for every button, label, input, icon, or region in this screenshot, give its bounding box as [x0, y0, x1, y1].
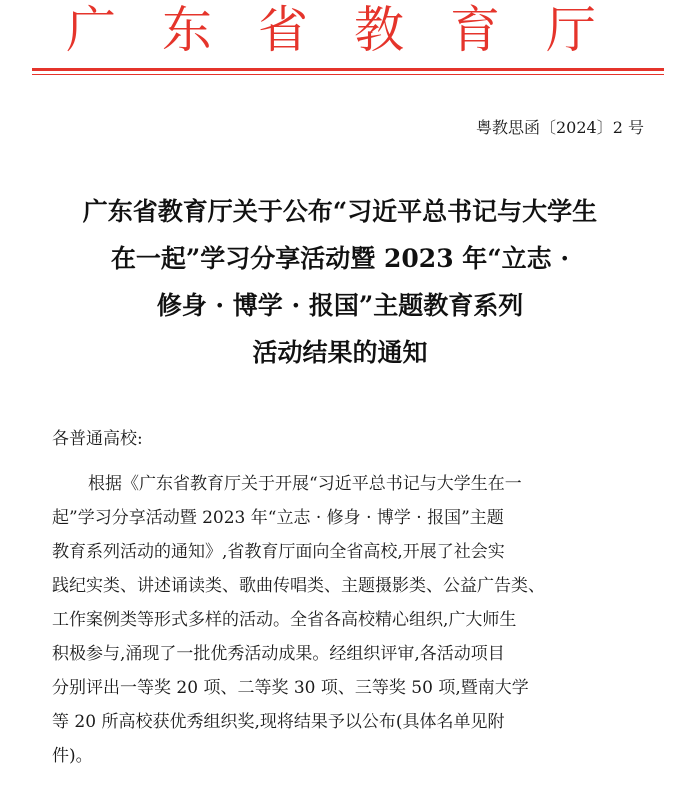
body-line: 教育系列活动的通知》,省教育厅面向全省高校,开展了社会实 — [52, 542, 505, 562]
body-line: 根据《广东省教育厅关于开展“习近平总书记与大学生在一 — [88, 474, 522, 494]
body-line: 工作案例类等形式多样的活动。全省各高校精心组织,广大师生 — [52, 610, 517, 630]
title-line: 在一起”学习分享活动暨 2023 年“立志 · — [110, 244, 570, 273]
issuing-organization-name: 广东省教育厅 — [66, 1, 642, 59]
body-line: 积极参与,涌现了一批优秀活动成果。经组织评审,各活动项目 — [52, 644, 505, 664]
letterhead-divider-thin — [32, 74, 664, 75]
title-line: 修身 · 博学 · 报国”主题教育系列 — [156, 291, 524, 320]
title-line: 广东省教育厅关于公布“习近平总书记与大学生 — [82, 197, 598, 226]
body-paragraph — [52, 467, 656, 773]
letterhead — [0, 0, 680, 80]
body-line: 等 20 所高校获优秀组织奖,现将结果予以公布(具体名单见附 — [52, 712, 505, 732]
body-line: 起”学习分享活动暨 2023 年“立志 · 修身 · 博学 · 报国”主题 — [52, 508, 504, 528]
document-title — [30, 188, 650, 376]
body-line: 分别评出一等奖 20 项、二等奖 30 项、三等奖 50 项,暨南大学 — [52, 678, 529, 698]
salutation: 各普通高校: — [52, 429, 143, 449]
body-line: 践纪实类、讲述诵读类、歌曲传唱类、主题摄影类、公益广告类、 — [52, 576, 545, 596]
document-number: 粤教思函〔2024〕2 号 — [476, 118, 644, 137]
title-line: 活动结果的通知 — [252, 338, 428, 367]
letterhead-divider-thick — [32, 68, 664, 71]
body-line: 件)。 — [52, 746, 93, 766]
